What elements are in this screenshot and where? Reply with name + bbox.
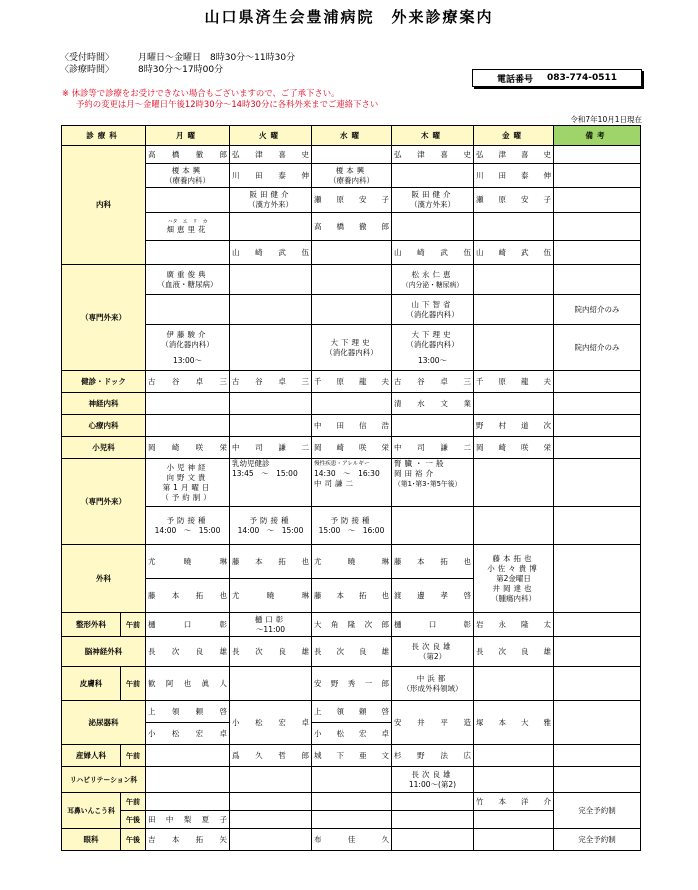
dept-naika: 内科 — [62, 146, 146, 265]
pm-label: 午後 — [121, 811, 146, 829]
cell: 尤曉琳 — [312, 545, 392, 579]
cell: 小児神経 向野文貴 第1月曜日 （予約制） — [146, 459, 230, 507]
dept-riha: リハビリテーション科 — [62, 767, 146, 793]
cell: 上領頼啓 — [146, 701, 230, 723]
cell: 長次良雄 — [146, 637, 230, 667]
cell: 岡崎咲栄 — [146, 437, 230, 459]
dept-noushinkei: 脳神経外科 — [62, 637, 146, 667]
pm-label: 午後 — [121, 829, 146, 851]
am-label: 午前 — [121, 613, 146, 637]
header-note: 備考 — [554, 126, 641, 146]
clinic-value: 8時30分～17時00分 — [138, 65, 224, 75]
cell: 大下理史 （消化器内科） 13:00～ — [392, 325, 474, 371]
notice-line-2: 予約の変更は月～金曜日午後12時30分～14時30分に各科外来までご連絡下さい — [76, 98, 379, 109]
cell: 長次良雄 — [474, 637, 554, 667]
cell: 瀬原安子 — [312, 188, 392, 213]
cell: 松永仁恵 （内分泌・糖尿病） — [392, 265, 474, 295]
header-thu: 木曜 — [392, 126, 474, 146]
cell: 安井平造 — [392, 701, 474, 745]
cell: 中司謙二 — [230, 437, 312, 459]
cell: 千原龍夫 — [312, 371, 392, 393]
cell: 院内紹介のみ — [554, 295, 641, 325]
dept-shoni: 小児科 — [62, 437, 146, 459]
cell: 瀬原安子 — [474, 188, 554, 213]
reception-value: 月曜日～金曜日 8時30分～11時30分 — [138, 53, 296, 63]
cell: 安野秀一郎 — [312, 667, 392, 701]
cell: 川田泰伸 — [474, 164, 554, 188]
cell: 樋口彰 ～11:00 — [230, 613, 312, 637]
cell: 中司謙二 — [392, 437, 474, 459]
hours-block — [60, 52, 295, 76]
cell: 院内紹介のみ — [554, 325, 641, 371]
header-tue: 火曜 — [230, 126, 312, 146]
dept-sanfujin: 産婦人科 — [62, 745, 121, 767]
cell: 山崎武伍 — [230, 241, 312, 265]
cell: 榎本興 （療養内科） — [146, 164, 230, 188]
reception-label: 〈受付時間〉 — [60, 53, 115, 63]
cell: 高橋徹郎 — [146, 146, 230, 164]
am-label: 午前 — [121, 745, 146, 767]
cell: 爲久哲郎 — [230, 745, 312, 767]
dept-ganka: 眼科 — [62, 829, 121, 851]
cell: 杉野法広 — [392, 745, 474, 767]
notice-line-1: ※ 休診等で診療をお受けできない場合もございますので、ご了承下さい。 — [62, 88, 340, 98]
cell: 予防接種 14:00 ～ 15:00 — [230, 507, 312, 545]
cell: 城下亜文 — [312, 745, 392, 767]
cell: 慢性疾患・アレルギー 14:30 ～ 16:30 中司謙二 — [312, 459, 392, 507]
cell: 吉本拓矢 — [146, 829, 230, 851]
dept-shinryo: 心療内科 — [62, 415, 146, 437]
schedule-table — [61, 125, 641, 851]
cell: 藤本拓也 小佐々貴博 第2金曜日 井岡達也 （腫瘍内科） — [474, 545, 554, 613]
dept-hifu: 皮膚科 — [62, 667, 121, 701]
cell: 山崎武伍 — [474, 241, 554, 265]
dept-shoni-senmon: （専門外来） — [62, 459, 146, 545]
header-wed: 水曜 — [312, 126, 392, 146]
cell: 藤本拓也 — [312, 579, 392, 613]
cell: 長次良雄 （第2） — [392, 637, 474, 667]
cell: 尤曉琳 — [146, 545, 230, 579]
cell: 山崎武伍 — [392, 241, 474, 265]
dept-seikei: 整形外科 — [62, 613, 121, 637]
cell: 田中梨夏子 — [146, 811, 230, 829]
cell: ハタ エ リ カ 畑恵里花 — [146, 213, 230, 241]
cell: 小松宏卓 — [146, 723, 230, 745]
cell: 古谷卓三 — [230, 371, 312, 393]
cell: 弘津喜史 — [474, 146, 554, 164]
cell: 大角隆次郎 — [312, 613, 392, 637]
cell: 予防接種 14:00 ～ 15:00 — [146, 507, 230, 545]
cell: 腎臓・一般 岡田裕介 （第1･第3･第5午後） — [392, 459, 474, 507]
cell: 長次良雄 — [312, 637, 392, 667]
header-dept: 診療科 — [62, 126, 146, 146]
cell: 榎本興 （療養内科） — [312, 164, 392, 188]
cell: 岡崎咲栄 — [312, 437, 392, 459]
cell: 尤曉琳 — [230, 579, 312, 613]
cell: 小松宏卓 — [312, 723, 392, 745]
am-label: 午前 — [121, 793, 146, 811]
cell: 竹本洋介 — [474, 793, 554, 811]
cell: 藤本拓也 — [230, 545, 312, 579]
cell: 清水文業 — [392, 393, 474, 415]
dept-senmon: （専門外来） — [62, 265, 146, 371]
header-mon: 月曜 — [146, 126, 230, 146]
cell: 伊藤駿介 （消化器内科） 13:00～ — [146, 325, 230, 371]
dept-geka: 外科 — [62, 545, 146, 613]
phone-number: 083-774-0511 — [546, 73, 618, 83]
as-of-date: 令和7年10月1日現在 — [570, 115, 642, 124]
cell: 千原龍夫 — [474, 371, 554, 393]
cell: 布佳久 — [312, 829, 392, 851]
cell: 樋口彰 — [392, 613, 474, 637]
cell: 長次良雄 — [230, 637, 312, 667]
dept-kenshin: 健診・ドック — [62, 371, 146, 393]
cell: 塚本大雅 — [474, 701, 554, 745]
cell: 廣重俊典 （血液・糖尿病） — [146, 265, 230, 295]
cell: 阪田健介 （漢方外来） — [230, 188, 312, 213]
cell: 長次良雄 11:00～(第2) — [392, 767, 474, 793]
clinic-label: 〈診療時間〉 — [60, 65, 115, 75]
cell: 高橋徹郎 — [312, 213, 392, 241]
page-title: 山口県済生会豊浦病院 外来診療案内 — [204, 8, 494, 26]
header-fri: 金曜 — [474, 126, 554, 146]
dept-shinkei: 神経内科 — [62, 393, 146, 415]
cell: 弘津喜史 — [230, 146, 312, 164]
cell: 古谷卓三 — [392, 371, 474, 393]
cell: 予防接種 15:00 ～ 16:00 — [312, 507, 392, 545]
notice — [62, 88, 378, 109]
cell: 乳幼児健診 13:45 ～ 15:00 — [230, 459, 312, 507]
cell: 藤本拓也 — [392, 545, 474, 579]
cell: 野村道次 — [474, 415, 554, 437]
phone-box — [472, 69, 642, 87]
cell: 完全予約制 — [554, 793, 641, 829]
cell: 岡崎咲栄 — [474, 437, 554, 459]
cell: 岩永隆太 — [474, 613, 554, 637]
cell: 歓阿也眞人 — [146, 667, 230, 701]
cell: 小松宏卓 — [230, 701, 312, 745]
cell: 川田泰伸 — [230, 164, 312, 188]
phone-label: 電話番号 — [496, 74, 533, 85]
cell: 中田信浩 — [312, 415, 392, 437]
cell: 山下智省 （消化器内科） — [392, 295, 474, 325]
cell: 阪田健介 （漢方外来） — [392, 188, 474, 213]
cell: 古谷卓三 — [146, 371, 230, 393]
dept-hinyo: 泌尿器科 — [62, 701, 146, 745]
cell: 藤本拓也 — [146, 579, 230, 613]
am-label: 午前 — [121, 667, 146, 701]
cell: 完全予約制 — [554, 829, 641, 851]
cell: 中浜都 （形成外科領域） — [392, 667, 474, 701]
dept-jibi: 耳鼻いんこう科 — [62, 793, 121, 829]
cell: 樋口彰 — [146, 613, 230, 637]
cell: 大下理史 （消化器内科） — [312, 325, 392, 371]
cell: 弘津喜史 — [392, 146, 474, 164]
cell: 渡邊孝啓 — [392, 579, 474, 613]
cell: 上領頼啓 — [312, 701, 392, 723]
